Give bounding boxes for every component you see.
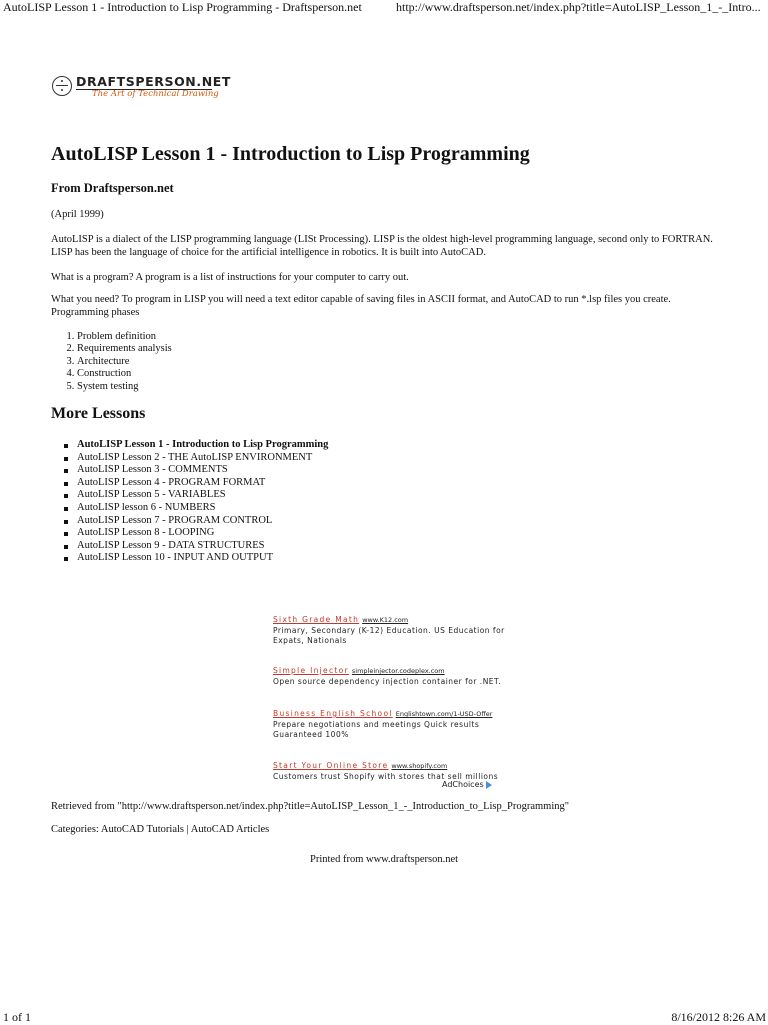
ad-description: Open source dependency injection container for .NET. (273, 677, 502, 686)
ad-domain-link[interactable]: www.shopify.com (391, 762, 448, 770)
more-lessons-heading: More Lessons (51, 405, 146, 422)
list-item: 2. Requirements analysis (77, 343, 172, 355)
lesson-link-3[interactable]: AutoLISP Lesson 3 - COMMENTS (77, 464, 328, 477)
adchoices-label: AdChoices (442, 780, 484, 789)
list-item: 3. Architecture (77, 356, 172, 368)
print-header-url: http://www.draftsperson.net/index.php?title=AutoLISP_Lesson_1_-_Intro... (396, 0, 761, 14)
lesson-link-5[interactable]: AutoLISP Lesson 5 - VARIABLES (77, 489, 328, 502)
list-item: 5. System testing (77, 381, 172, 393)
ad-title-link[interactable]: Start Your Online Store (273, 761, 389, 770)
intro-paragraph: AutoLISP is a dialect of the LISP programming language (LISt Processing). LISP is the oldest high-level programming language, second only to FORTRAN. LISP has been the language of choice for the artificial intelligence in robotics. It is built into AutoCAD. (51, 234, 713, 258)
ad-description: Primary, Secondary (K-12) Education. US Education for Expats, Nationals (273, 626, 505, 645)
article-date: (April 1999) (51, 209, 104, 220)
requirements-paragraph: What you need? To program in LISP you will need a text editor capable of saving files in ASCII format, and AutoCAD to run *.lsp files you create. Programming phases (51, 294, 671, 318)
ad-description: Customers trust Shopify with stores that sell millions (273, 772, 499, 781)
page-number: 1 of 1 (3, 1010, 31, 1024)
ad-item (273, 658, 513, 687)
programming-phases-list (51, 331, 172, 393)
page-title: AutoLISP Lesson 1 - Introduction to Lisp Programming (51, 143, 530, 165)
site-logo[interactable] (52, 74, 232, 102)
lesson-link-2[interactable]: AutoLISP Lesson 2 - THE AutoLISP ENVIRONMENT (77, 452, 328, 465)
lesson-link-4[interactable]: AutoLISP Lesson 4 - PROGRAM FORMAT (77, 477, 328, 490)
ad-item (273, 607, 513, 646)
ad-title-link[interactable]: Simple Injector (273, 666, 349, 675)
print-datetime: 8/16/2012 8:26 AM (671, 1010, 766, 1024)
lesson-link-10[interactable]: AutoLISP Lesson 10 - INPUT AND OUTPUT (77, 552, 328, 565)
ad-item (273, 753, 513, 782)
lesson-link-7[interactable]: AutoLISP Lesson 7 - PROGRAM CONTROL (77, 515, 328, 528)
ad-domain-link[interactable]: www.K12.com (362, 616, 409, 624)
print-header-title: AutoLISP Lesson 1 - Introduction to Lisp Programming - Draftsperson.net (3, 0, 362, 14)
logo-name: DRAFTSPERSON.NET (76, 74, 232, 89)
logo-emblem-icon (52, 76, 72, 96)
ad-item (273, 701, 513, 740)
program-paragraph: What is a program? A program is a list of instructions for your computer to carry out. (51, 272, 409, 283)
printed-from: Printed from www.draftsperson.net (310, 854, 459, 865)
logo-tagline: The Art of Technical Drawing (92, 89, 219, 99)
retrieved-from: Retrieved from "http://www.draftsperson.net/index.php?title=AutoLISP_Lesson_1_-_Introduction_to_Lisp_Programming" (51, 801, 570, 812)
adchoices-link[interactable] (442, 780, 492, 789)
more-lessons-list (51, 439, 328, 565)
lesson-link-1[interactable]: AutoLISP Lesson 1 - Introduction to Lisp Programming (77, 439, 329, 450)
categories-links[interactable]: Categories: AutoCAD Tutorials | AutoCAD Articles (51, 824, 270, 835)
ad-description: Prepare negotiations and meetings Quick results Guaranteed 100% (273, 720, 480, 739)
adchoices-icon (486, 781, 492, 789)
lesson-link-6[interactable]: AutoLISP lesson 6 - NUMBERS (77, 502, 328, 515)
lesson-link-8[interactable]: AutoLISP Lesson 8 - LOOPING (77, 527, 328, 540)
ad-title-link[interactable]: Business English School (273, 709, 393, 718)
ad-domain-link[interactable]: Englishtown.com/1-USD-Offer (395, 710, 493, 718)
lesson-link-9[interactable]: AutoLISP Lesson 9 - DATA STRUCTURES (77, 540, 328, 553)
list-item: 4. Construction (77, 368, 172, 380)
list-item: 1. Problem definition (77, 331, 172, 343)
from-source: From Draftsperson.net (51, 181, 174, 195)
ad-domain-link[interactable]: simpleinjector.codeplex.com (351, 667, 445, 675)
ad-title-link[interactable]: Sixth Grade Math (273, 615, 360, 624)
